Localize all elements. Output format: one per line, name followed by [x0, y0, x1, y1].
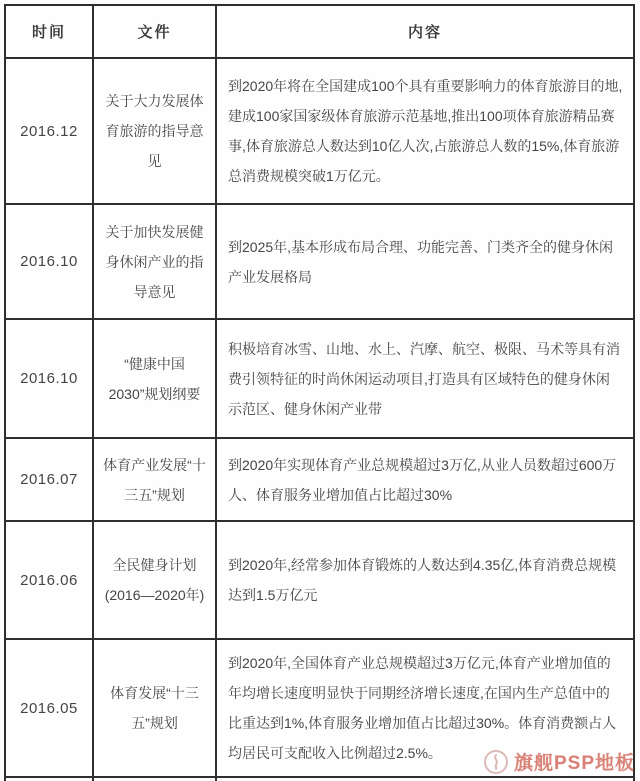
table-row — [5, 521, 634, 639]
table-row — [5, 204, 634, 319]
table-row — [5, 438, 634, 521]
content-cell — [216, 777, 634, 781]
time-cell: 2016.10 — [5, 204, 93, 319]
content-cell: 积极培育冰雪、山地、水上、汽摩、航空、极限、马术等具有消费引领特征的时尚休闲运动项目,打造具有区域特色的健身休闲示范区、健身休闲产业带 — [216, 319, 634, 438]
header-content: 内容 — [216, 5, 634, 58]
time-cell: 2016.06 — [5, 521, 93, 639]
time-cell: 2016.12 — [5, 58, 93, 204]
policy-table — [4, 4, 635, 781]
file-cell: 关于大力发展体育旅游的指导意见 — [93, 58, 216, 204]
file-cell: “健康中国2030”规划纲要 — [93, 319, 216, 438]
file-cell: 体育产业发展“十三五”规划 — [93, 438, 216, 521]
file-cell — [93, 777, 216, 781]
content-cell: 到2020年,经常参加体育锻炼的人数达到4.35亿,体育消费总规模达到1.5万亿元 — [216, 521, 634, 639]
time-cell: 2016.05 — [5, 639, 93, 777]
header-row — [5, 5, 634, 58]
content-cell: 到2020年,全国体育产业总规模超过3万亿元,体育产业增加值的年均增长速度明显快于同期经济增长速度,在国内生产总值中的比重达到1%,体育服务业增加值占比超过30%。体育消费额占人均居民可支配收入比例超过2.5%。 — [216, 639, 634, 777]
table-row — [5, 319, 634, 438]
table-row — [5, 58, 634, 204]
file-cell: 全民健身计划(2016—2020年) — [93, 521, 216, 639]
file-cell: 关于加快发展健身休闲产业的指导意见 — [93, 204, 216, 319]
header-file: 文件 — [93, 5, 216, 58]
time-cell: 2016.07 — [5, 438, 93, 521]
header-time: 时间 — [5, 5, 93, 58]
content-cell: 到2020年实现体育产业总规模超过3万亿,从业人员数超过600万人、体育服务业增加值占比超过30% — [216, 438, 634, 521]
table-row — [5, 639, 634, 777]
cutoff-row — [5, 777, 634, 781]
content-cell: 到2025年,基本形成布局合理、功能完善、门类齐全的健身休闲产业发展格局 — [216, 204, 634, 319]
watermark-text: 旗舰PSP地板 — [513, 753, 635, 774]
time-cell: 2016.10 — [5, 319, 93, 438]
time-cell — [5, 777, 93, 781]
file-cell: 体育发展“十三五”规划 — [93, 639, 216, 777]
content-cell: 到2020年将在全国建成100个具有重要影响力的体育旅游目的地,建成100家国家级体育旅游示范基地,推出100项体育旅游精品赛事,体育旅游总人数达到10亿人次,占旅游总人数的15%,体育旅游总消费规模突破1万亿元。 — [216, 58, 634, 204]
